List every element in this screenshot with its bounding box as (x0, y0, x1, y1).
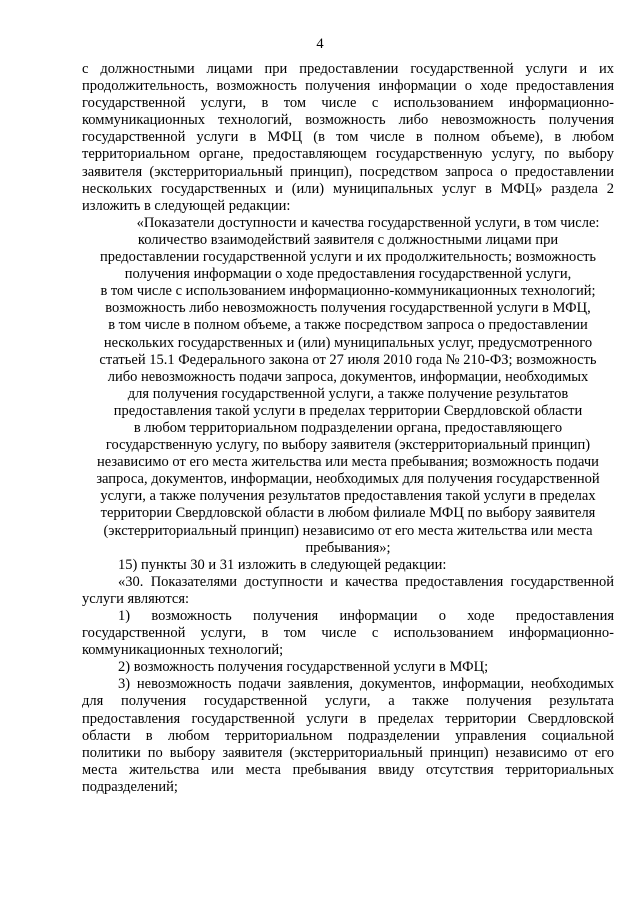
quote-line: в любом территориальном подразделении органа, предоставляющего (133, 419, 563, 436)
text-line: коммуникационных технологий, возможность либо невозможность получения (82, 112, 614, 129)
text-line: заявителя (экстерриториальный принцип), посредством запроса о предоставлении (82, 163, 614, 180)
quote-line: для получения государственной услуги, а также получение результатов (127, 385, 569, 402)
quote-line: территории Свердловской области в любом филиале МФЦ по выбору заявителя (100, 505, 596, 522)
text-line: государственной услуги, в том числе с использованием информационно- (82, 625, 614, 642)
quote-line: статьей 15.1 Федерального закона от 27 июля 2010 года № 210-ФЗ; возможность (99, 351, 597, 368)
quote-line: предоставлении государственной услуги и их продолжительность; возможность (99, 249, 597, 266)
quote-line: в том числе в полном объеме, а также посредством запроса о предоставлении (108, 317, 588, 334)
quote-line: возможность либо невозможность получения государственной услуги в МФЦ, (105, 300, 591, 317)
text-line: изложить в следующей редакции: (82, 197, 291, 214)
quote-line: в том числе с использованием информационно-коммуникационных технологий; (100, 283, 596, 300)
quote-line: предоставления такой услуги в пределах территории Свердловской области (113, 402, 583, 419)
quote-line: услуги, а также получения результатов предоставления такой услуги в пределах (100, 488, 596, 505)
quote-line: нескольких государственных и (или) муниципальных услуг, предусмотренного (103, 334, 593, 351)
quote-line: количество взаимодействий заявителя с должностными лицами при (137, 231, 559, 248)
text-line: предоставления государственной услуги в пределах территории Свердловской (82, 710, 614, 727)
text-line: 2) возможность получения государственной услуги в МФЦ; (118, 659, 489, 676)
text-line: «30. Показателями доступности и качества предоставления государственной (118, 573, 614, 590)
text-line: территориальном органе, предоставляющем государственную услугу, по выбору (82, 146, 614, 163)
text-line: услуги являются: (82, 590, 190, 607)
text-line: политики по выбору заявителя (экстерриториальный принцип) независимо от его (82, 744, 614, 761)
text-line: 1) возможность получения информации о ходе предоставления (118, 608, 614, 624)
quote-line: либо невозможность подачи запроса, документов, информации, необходимых (107, 368, 589, 385)
quote-line: получения информации о ходе предоставления государственной услуги, (124, 266, 572, 283)
quote-line: запроса, документов, информации, необходимых для получения государственной (96, 471, 600, 488)
quote-line: (экстерриториальный принцип) независимо от его места жительства или места (103, 522, 593, 539)
text-line: продолжительность, возможность получения информации о ходе предоставления (82, 78, 614, 95)
text-line: 3) невозможность подачи заявления, документов, информации, необходимых (118, 676, 614, 693)
text-line: для получения государственной услуги, а также получения результата (82, 693, 614, 710)
text-line: государственной услуги в МФЦ (в том числе в полном объеме), в любом (82, 129, 614, 146)
text-line: подразделений; (82, 778, 178, 795)
text-line: государственной услуги, в том числе с использованием информационно- (82, 95, 614, 112)
quote-line: «Показатели доступности и качества государственной услуги, в том числе: (136, 214, 600, 231)
document-body (82, 61, 614, 796)
page-number: 4 (316, 36, 324, 52)
text-line: нескольких государственных и (или) муниципальных услуг в МФЦ» раздела 2 (82, 180, 614, 197)
quote-line: пребывания»; (305, 539, 391, 556)
text-line: с должностными лицами при предоставлении государственной услуги и их (82, 61, 614, 77)
text-line: 15) пункты 30 и 31 изложить в следующей редакции: (118, 556, 447, 573)
text-line: области в любом территориальном подразделении управления социальной (82, 727, 614, 744)
quote-line: государственную услугу, по выбору заявителя (экстерриториальный принцип) (105, 437, 591, 454)
text-line: места жительства или места пребывания ввиду отсутствия территориальных (82, 761, 614, 778)
quote-line: независимо от его места жительства или места пребывания; возможность подачи (97, 454, 599, 471)
text-line: коммуникационных технологий; (82, 642, 284, 659)
